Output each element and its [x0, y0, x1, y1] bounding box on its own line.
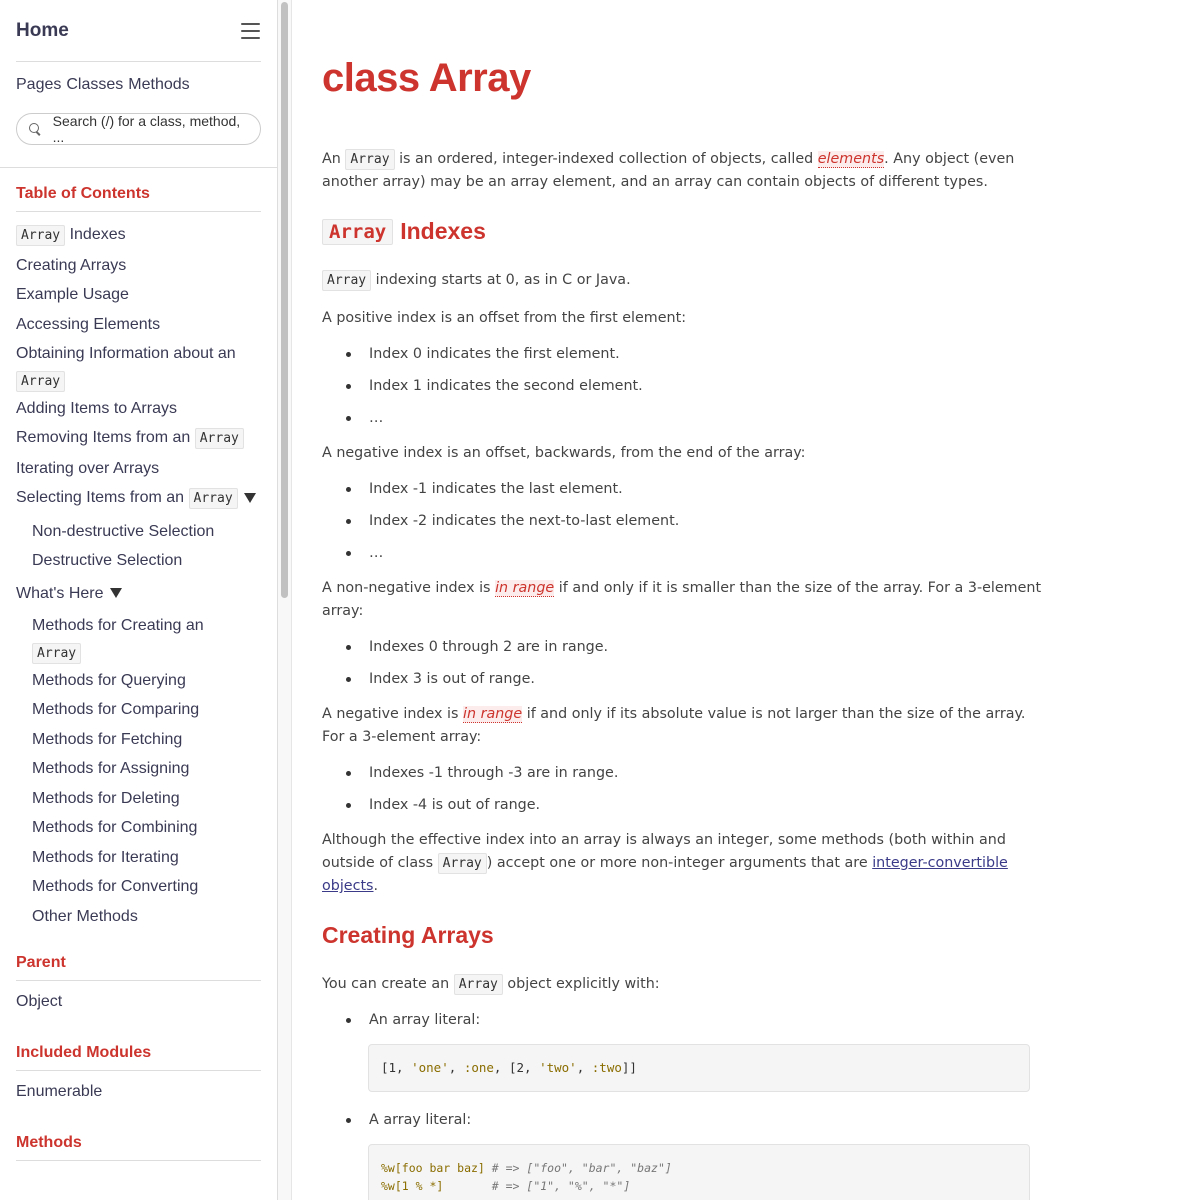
toc-item[interactable]: Methods for Iterating [32, 848, 179, 866]
bullet-list [322, 1104, 1042, 1136]
sidebar-scrollbar[interactable] [278, 0, 292, 1200]
nav-link-methods[interactable]: Methods [128, 75, 190, 93]
toc-item[interactable]: Creating Arrays [16, 256, 127, 274]
list-item: A array literal: [346, 1104, 1042, 1136]
toc-item[interactable]: Other Methods [32, 907, 138, 925]
main-content [322, 0, 1042, 1200]
list-item: Indexes -1 through -3 are in range. [346, 757, 1042, 789]
toc-item[interactable]: Methods for Combining [32, 819, 198, 836]
toc-item[interactable]: Methods for Querying [32, 671, 186, 689]
bullet-list [322, 473, 1042, 569]
toc-item[interactable]: Array [16, 641, 261, 666]
home-row [16, 0, 261, 62]
list-item: Index -4 is out of range. [346, 789, 1042, 821]
in-range-link[interactable]: in range [495, 580, 555, 596]
toc-item[interactable]: Methods for Fetching [32, 730, 183, 748]
bullet-list [322, 757, 1042, 821]
toc-item[interactable]: Example Usage [16, 286, 129, 303]
hamburger-menu-icon[interactable] [241, 22, 261, 40]
toc-item[interactable]: Methods for Deleting [32, 789, 180, 807]
scrollbar-thumb[interactable] [281, 2, 288, 598]
caret-down-icon[interactable] [244, 493, 256, 503]
toc-item[interactable]: Destructive Selection [32, 552, 183, 569]
caret-down-icon[interactable] [110, 588, 122, 598]
bullet-list [322, 631, 1042, 695]
bullet-list [322, 338, 1042, 434]
list-item: Index 0 indicates the first element. [346, 338, 1042, 370]
parent-link[interactable]: Object [16, 993, 63, 1010]
heading-creating-arrays: Creating Arrays [322, 922, 494, 948]
toc-item[interactable]: Removing Items from an Array [16, 423, 261, 454]
paragraph: You can create an Array object explicitly with: [322, 973, 1042, 996]
list-item: Indexes 0 through 2 are in range. [346, 631, 1042, 663]
toc-item[interactable]: Array [16, 369, 261, 394]
nav-link-classes[interactable]: Classes [66, 75, 124, 93]
elements-link[interactable]: elements [817, 151, 885, 167]
code-block: [1, 'one', :one, [2, 'two', :two]] [368, 1044, 1030, 1092]
integer-convertible-link[interactable]: integer-convertible objects [322, 855, 1008, 894]
parent-title: Parent [16, 937, 261, 981]
paragraph: A non-negative index is in range if and only if it is smaller than the size of the array. For a 3-element array: [322, 580, 1042, 619]
toc-item[interactable]: Methods for Comparing [32, 701, 200, 718]
toc-item[interactable]: Adding Items to Arrays [16, 399, 177, 417]
toc-item[interactable]: What's Here [16, 579, 261, 609]
toc-item[interactable]: Methods for Assigning [32, 760, 190, 777]
heading-array-indexes: Array Indexes [322, 218, 1042, 245]
paragraph: A positive index is an offset from the first element: [322, 310, 687, 326]
list-item: Index -1 indicates the last element. [346, 473, 1042, 505]
home-link[interactable]: Home [16, 19, 69, 41]
top-nav-links [16, 62, 261, 107]
toc-item[interactable]: Obtaining Information about an [16, 345, 236, 362]
page-title: class Array [322, 56, 531, 100]
paragraph: A negative index is in range if and only if its absolute value is not larger than the size of the array. For a 3-element array: [322, 706, 1026, 745]
code-block: %w[foo bar baz] # => ["foo", "bar", "baz"] %w[1 % *] # => ["1", "%", "*"] [368, 1144, 1030, 1200]
sidebar [0, 0, 278, 1200]
intro-paragraph: An Array is an ordered, integer-indexed collection of objects, called elements. Any object (even another array) may be an array element, and an array can contain objects of different types. [322, 151, 1015, 190]
toc-item[interactable]: Array Indexes [16, 220, 261, 251]
paragraph: Although the effective index into an array is always an integer, some methods (both within and outside of class Array ) accept one or more non-integer arguments that are integer-convertible objects. [322, 832, 1008, 894]
toc-item[interactable]: Methods for Creating an [32, 617, 204, 634]
module-link[interactable]: Enumerable [16, 1083, 103, 1100]
included-modules-title: Included Modules [16, 1027, 261, 1071]
list-item: Index 3 is out of range. [346, 663, 1042, 695]
toc-item[interactable]: Accessing Elements [16, 315, 161, 333]
search-placeholder: Search (/) for a class, method, ... [52, 113, 241, 145]
list-item: An array literal: [346, 1004, 1042, 1036]
list-item: Index -2 indicates the next-to-last element. [346, 505, 1042, 537]
paragraph: Array indexing starts at 0, as in C or Java. [322, 269, 1042, 292]
search-input[interactable] [16, 113, 261, 145]
toc-title: Table of Contents [16, 168, 261, 212]
in-range-link[interactable]: in range [463, 706, 523, 722]
list-item: … [346, 402, 1042, 434]
table-of-contents [16, 212, 261, 931]
list-item: Index 1 indicates the second element. [346, 370, 1042, 402]
toc-item[interactable]: Non-destructive Selection [32, 522, 215, 540]
toc-item[interactable]: Selecting Items from an Array [16, 483, 261, 514]
nav-link-pages[interactable]: Pages [16, 75, 62, 93]
list-item: … [346, 537, 1042, 569]
paragraph: A negative index is an offset, backwards, from the end of the array: [322, 445, 806, 461]
toc-item[interactable]: Methods for Converting [32, 878, 199, 895]
toc-item[interactable]: Iterating over Arrays [16, 459, 160, 477]
bullet-list [322, 1004, 1042, 1036]
methods-title: Methods [16, 1117, 261, 1161]
search-icon [29, 123, 41, 135]
